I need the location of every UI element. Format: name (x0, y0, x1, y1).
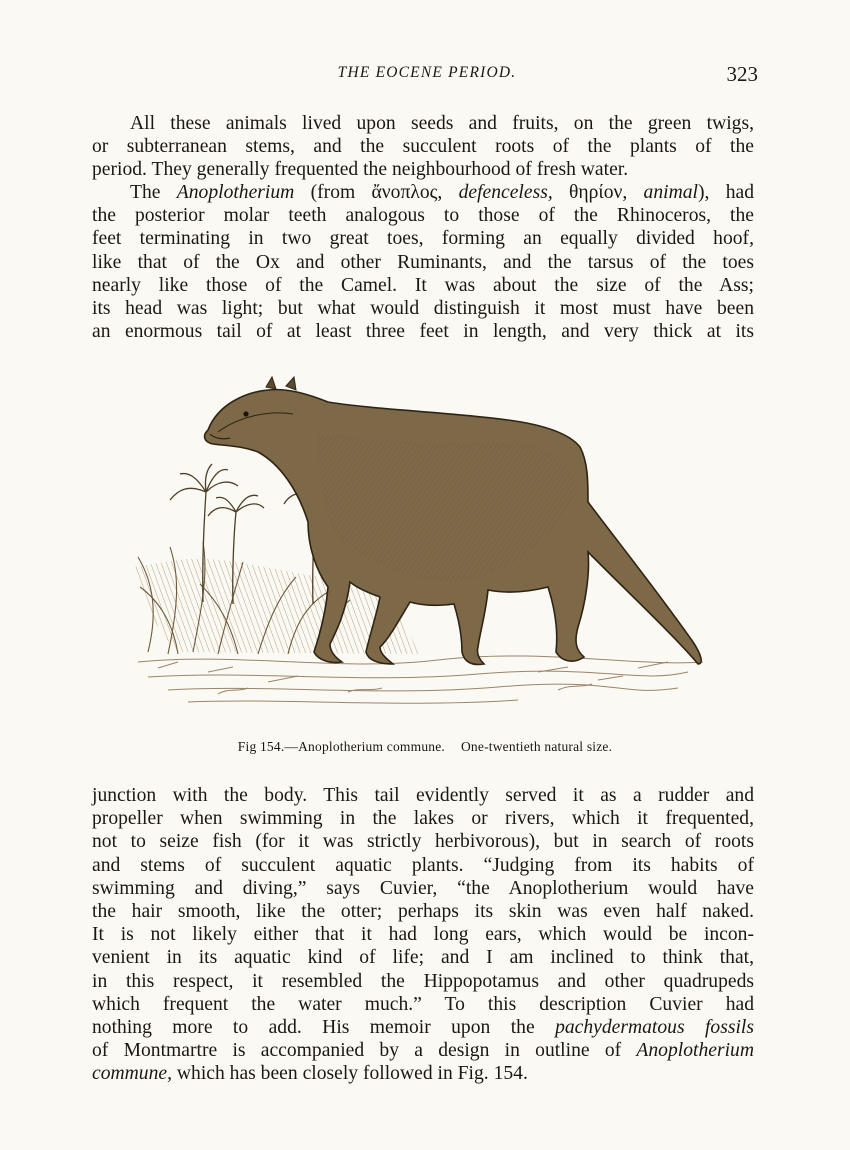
text-run: The (130, 182, 177, 203)
text-line: not to seize fish (for it was strictly herbivorous), but in search of roots (92, 831, 754, 853)
text-line: All these animals lived upon seeds and fruits, on the green twigs, (130, 113, 754, 134)
text-line: which frequent the water much.” To this description Cuvier had (92, 993, 754, 1015)
italic-term: pachydermatous fossils (555, 1017, 754, 1039)
text-line (92, 1016, 754, 1039)
genus-name: Anoplotherium (176, 182, 295, 203)
italic-term: Anoplotherium (636, 1040, 754, 1062)
text-line: its head was light; but what would distinguish it most must have been (92, 298, 754, 320)
text-line (92, 181, 754, 204)
gloss: defenceless, (442, 182, 553, 203)
text-run: which has been closely followed in Fig. 154. (171, 1063, 528, 1085)
greek-word: ἄνοπλος, (371, 182, 443, 203)
greek-word: θηρίον, (552, 182, 628, 203)
text-run: (from (294, 182, 372, 203)
text-line: period. They generally frequented the neighbourhood of fresh water. (92, 159, 629, 181)
paragraph-3 (92, 784, 754, 1086)
anoplotherium-illustration (118, 372, 718, 727)
paragraph-1 (92, 112, 754, 182)
text-line: the posterior molar teeth analogous to those of the Rhinoceros, the (92, 205, 754, 227)
running-head (92, 62, 762, 90)
text-line: feet terminating in two great toes, forming an equally divided hoof, (92, 228, 754, 250)
text-line: nearly like those of the Camel. It was about the size of the Ass; (92, 274, 754, 296)
figure-caption (120, 739, 730, 755)
gloss: animal (627, 182, 698, 203)
italic-term: commune, (92, 1063, 172, 1085)
figure-scale-note: One-twentieth natural size. (460, 739, 613, 754)
text-run: of Montmartre is accompanied by a design in outline of (92, 1040, 622, 1062)
text-line: venient in its aquatic kind of life; and I am inclined to think that, (92, 947, 754, 969)
text-line (92, 1062, 754, 1085)
text-line: like that of the Ox and other Ruminants, and the tarsus of the toes (92, 251, 754, 273)
text-line: an enormous tail of at least three feet in length, and very thick at its (92, 321, 754, 343)
text-line: propeller when swimming in the lakes or rivers, which it frequented, (92, 808, 754, 830)
text-line: swimming and diving,” says Cuvier, “the Anoplotherium would have (92, 877, 754, 899)
text-line: It is not likely either that it had long ears, which would be incon- (92, 924, 754, 946)
running-title: THE EOCENE PERIOD. (337, 64, 517, 81)
figure-label: Fig 154.—Anoplotherium commune. (237, 739, 445, 754)
text-line (92, 1039, 754, 1062)
text-line: the hair smooth, like the otter; perhaps its skin was even half naked. (92, 901, 754, 923)
text-line: junction with the body. This tail evidently served it as a rudder and (92, 785, 754, 806)
text-run: ), had (697, 182, 754, 203)
ground-engraving (138, 656, 703, 703)
text-line: or subterranean stems, and the succulent roots of the plants of the (92, 136, 754, 158)
text-line: in this respect, it resembled the Hippopotamus and other quadrupeds (92, 970, 754, 992)
paragraph-2 (92, 181, 754, 343)
page-number: 323 (726, 62, 758, 86)
text-line: and stems of succulent aquatic plants. “Judging from its habits of (92, 854, 754, 876)
text-run: nothing more to add. His memoir upon the (92, 1017, 535, 1039)
